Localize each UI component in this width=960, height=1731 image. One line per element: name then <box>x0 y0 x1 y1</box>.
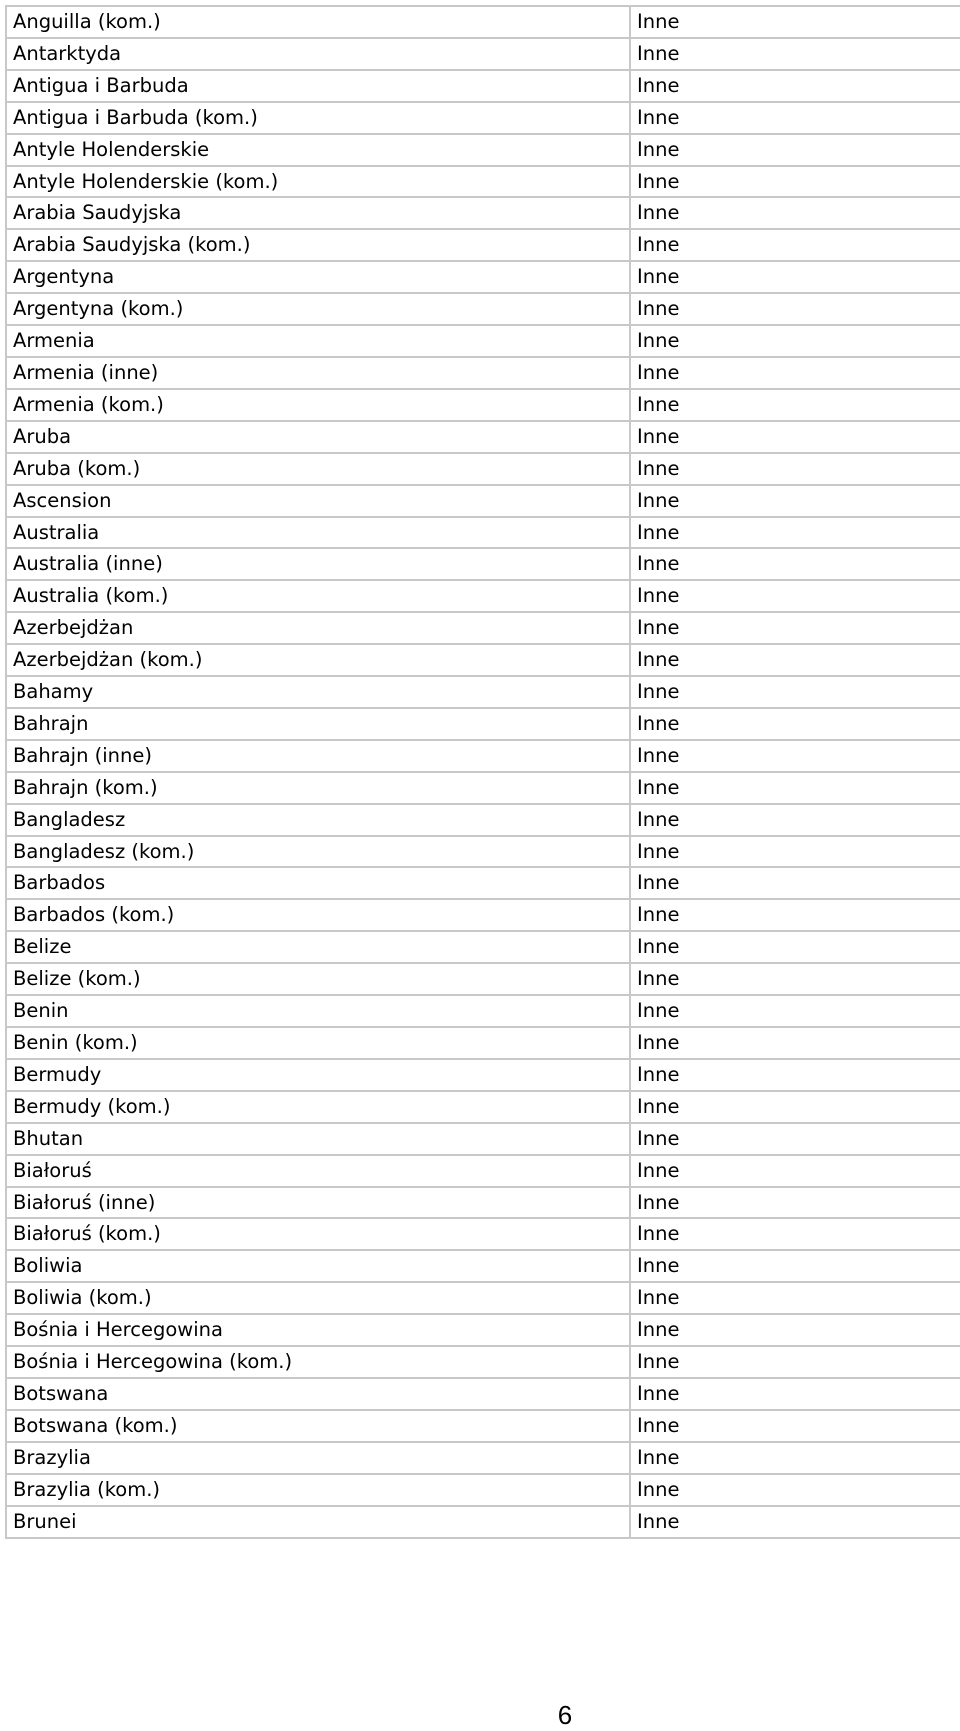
table-row <box>6 1346 960 1378</box>
country-cell: Bangladesz <box>6 804 630 836</box>
page-number: 6 <box>557 1700 573 1730</box>
table-row <box>6 102 960 134</box>
category-cell: Inne <box>630 804 960 836</box>
table-row <box>6 1410 960 1442</box>
country-cell: Brazylia (kom.) <box>6 1474 630 1506</box>
category-cell: Inne <box>630 1474 960 1506</box>
country-cell: Bahrajn (kom.) <box>6 772 630 804</box>
country-cell: Boliwia (kom.) <box>6 1282 630 1314</box>
country-cell: Bhutan <box>6 1123 630 1155</box>
country-cell: Antyle Holenderskie <box>6 134 630 166</box>
country-cell: Armenia (kom.) <box>6 389 630 421</box>
category-cell: Inne <box>630 357 960 389</box>
category-cell: Inne <box>630 708 960 740</box>
category-cell: Inne <box>630 1155 960 1187</box>
category-cell: Inne <box>630 1378 960 1410</box>
country-cell: Bermudy (kom.) <box>6 1091 630 1123</box>
category-cell: Inne <box>630 102 960 134</box>
country-cell: Australia (inne) <box>6 548 630 580</box>
table-row <box>6 38 960 70</box>
country-cell: Armenia <box>6 325 630 357</box>
category-cell: Inne <box>630 389 960 421</box>
table-row <box>6 676 960 708</box>
table-row <box>6 325 960 357</box>
table-row <box>6 357 960 389</box>
country-cell: Belize <box>6 931 630 963</box>
category-cell: Inne <box>630 931 960 963</box>
category-cell: Inne <box>630 166 960 198</box>
table-row <box>6 166 960 198</box>
country-cell: Aruba (kom.) <box>6 453 630 485</box>
table-row <box>6 1123 960 1155</box>
table-row <box>6 421 960 453</box>
table-row <box>6 1059 960 1091</box>
table-row <box>6 1378 960 1410</box>
category-cell: Inne <box>630 1314 960 1346</box>
category-cell: Inne <box>630 580 960 612</box>
category-cell: Inne <box>630 1027 960 1059</box>
category-cell: Inne <box>630 899 960 931</box>
category-cell: Inne <box>630 517 960 549</box>
table-row <box>6 644 960 676</box>
table-row <box>6 740 960 772</box>
table-row <box>6 804 960 836</box>
category-cell: Inne <box>630 1250 960 1282</box>
table-row <box>6 867 960 899</box>
category-cell: Inne <box>630 836 960 868</box>
country-cell: Antigua i Barbuda (kom.) <box>6 102 630 134</box>
table-row <box>6 229 960 261</box>
country-cell: Antigua i Barbuda <box>6 70 630 102</box>
category-cell: Inne <box>630 229 960 261</box>
category-cell: Inne <box>630 197 960 229</box>
country-cell: Bahrajn (inne) <box>6 740 630 772</box>
table-row <box>6 1506 960 1538</box>
country-cell: Białoruś (inne) <box>6 1187 630 1219</box>
category-cell: Inne <box>630 485 960 517</box>
category-cell: Inne <box>630 995 960 1027</box>
category-cell: Inne <box>630 1282 960 1314</box>
table-row <box>6 389 960 421</box>
category-cell: Inne <box>630 1506 960 1538</box>
table-row <box>6 708 960 740</box>
country-cell: Australia <box>6 517 630 549</box>
country-cell: Bośnia i Hercegowina <box>6 1314 630 1346</box>
category-cell: Inne <box>630 453 960 485</box>
country-cell: Anguilla (kom.) <box>6 6 630 38</box>
country-cell: Bangladesz (kom.) <box>6 836 630 868</box>
country-cell: Arabia Saudyjska <box>6 197 630 229</box>
country-cell: Botswana <box>6 1378 630 1410</box>
category-cell: Inne <box>630 421 960 453</box>
category-cell: Inne <box>630 644 960 676</box>
category-cell: Inne <box>630 1123 960 1155</box>
country-cell: Brazylia <box>6 1442 630 1474</box>
table-row <box>6 772 960 804</box>
category-cell: Inne <box>630 261 960 293</box>
country-cell: Argentyna (kom.) <box>6 293 630 325</box>
category-cell: Inne <box>630 676 960 708</box>
country-cell: Bahrajn <box>6 708 630 740</box>
country-cell: Antarktyda <box>6 38 630 70</box>
category-cell: Inne <box>630 612 960 644</box>
country-cell: Azerbejdżan <box>6 612 630 644</box>
table-row <box>6 197 960 229</box>
country-cell: Benin <box>6 995 630 1027</box>
category-cell: Inne <box>630 6 960 38</box>
category-cell: Inne <box>630 38 960 70</box>
country-table <box>5 5 960 1539</box>
table-row <box>6 1155 960 1187</box>
country-cell: Belize (kom.) <box>6 963 630 995</box>
category-cell: Inne <box>630 867 960 899</box>
table-row <box>6 1027 960 1059</box>
country-cell: Brunei <box>6 1506 630 1538</box>
category-cell: Inne <box>630 70 960 102</box>
category-cell: Inne <box>630 1218 960 1250</box>
table-row <box>6 1091 960 1123</box>
table-row <box>6 931 960 963</box>
table-row <box>6 6 960 38</box>
country-cell: Argentyna <box>6 261 630 293</box>
table-row <box>6 1218 960 1250</box>
table-row <box>6 453 960 485</box>
country-cell: Barbados (kom.) <box>6 899 630 931</box>
table-row <box>6 612 960 644</box>
category-cell: Inne <box>630 548 960 580</box>
table-row <box>6 261 960 293</box>
country-cell: Azerbejdżan (kom.) <box>6 644 630 676</box>
category-cell: Inne <box>630 325 960 357</box>
country-cell: Bośnia i Hercegowina (kom.) <box>6 1346 630 1378</box>
table-row <box>6 134 960 166</box>
category-cell: Inne <box>630 134 960 166</box>
country-cell: Benin (kom.) <box>6 1027 630 1059</box>
country-cell: Boliwia <box>6 1250 630 1282</box>
country-cell: Białoruś <box>6 1155 630 1187</box>
table-row <box>6 899 960 931</box>
country-cell: Arabia Saudyjska (kom.) <box>6 229 630 261</box>
category-cell: Inne <box>630 293 960 325</box>
country-cell: Bermudy <box>6 1059 630 1091</box>
table-row <box>6 1474 960 1506</box>
country-cell: Aruba <box>6 421 630 453</box>
category-cell: Inne <box>630 963 960 995</box>
table-row <box>6 995 960 1027</box>
table-row <box>6 485 960 517</box>
table-row <box>6 1314 960 1346</box>
category-cell: Inne <box>630 1091 960 1123</box>
category-cell: Inne <box>630 772 960 804</box>
category-cell: Inne <box>630 1442 960 1474</box>
table-row <box>6 1250 960 1282</box>
table-row <box>6 1187 960 1219</box>
table-row <box>6 517 960 549</box>
category-cell: Inne <box>630 1346 960 1378</box>
table-row <box>6 293 960 325</box>
category-cell: Inne <box>630 1187 960 1219</box>
table-body <box>6 6 960 1538</box>
table-row <box>6 70 960 102</box>
table-row <box>6 548 960 580</box>
country-cell: Ascension <box>6 485 630 517</box>
table-row <box>6 963 960 995</box>
category-cell: Inne <box>630 1059 960 1091</box>
country-cell: Botswana (kom.) <box>6 1410 630 1442</box>
category-cell: Inne <box>630 740 960 772</box>
table-row <box>6 1282 960 1314</box>
table-row <box>6 1442 960 1474</box>
country-cell: Bahamy <box>6 676 630 708</box>
country-cell: Antyle Holenderskie (kom.) <box>6 166 630 198</box>
category-cell: Inne <box>630 1410 960 1442</box>
table-row <box>6 836 960 868</box>
country-cell: Armenia (inne) <box>6 357 630 389</box>
table-row <box>6 580 960 612</box>
country-cell: Barbados <box>6 867 630 899</box>
country-cell: Australia (kom.) <box>6 580 630 612</box>
country-cell: Białoruś (kom.) <box>6 1218 630 1250</box>
